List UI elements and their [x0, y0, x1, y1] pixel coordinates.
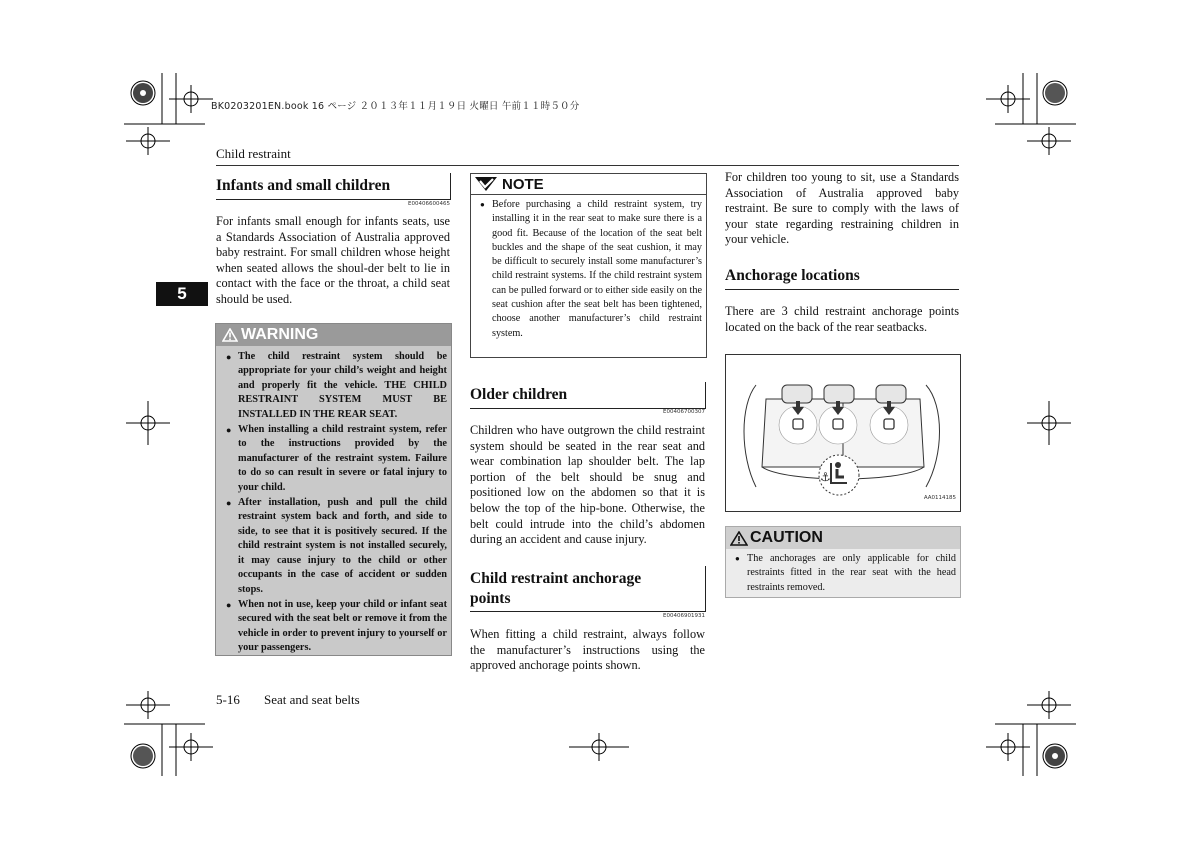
- warning-triangle-icon: [222, 328, 238, 342]
- warning-list: [216, 346, 451, 663]
- chapter-tab: 5: [156, 282, 208, 306]
- list-item: ● After installation, push and pull the child restraint system back and forth, and side to side, to see that it is positively secured. If the child restraint system is not installed securely, it may cause injury to the child or other occupants in the case of accident or sudden stops.: [220, 496, 447, 597]
- older-code: E00406700307: [663, 409, 705, 415]
- warning-box: [215, 323, 452, 656]
- infants-heading: Infants and small children: [216, 177, 391, 194]
- locations-heading: Anchorage locations: [725, 267, 860, 284]
- anchorage-heading-line1: Child restraint anchorage: [470, 570, 642, 587]
- note-list: [471, 195, 706, 345]
- print-info: BK0203201EN.book 16 ページ ２０１３年１１月１９日 火曜日 午前１１時５０分: [211, 101, 580, 112]
- older-heading-box: [470, 382, 706, 409]
- anchorage-figure: [725, 354, 961, 512]
- figure-code: AA0114185: [923, 495, 956, 501]
- older-paragraph: Children who have outgrown the child restraint system should be seated in the rear seat and wear combination lap shoulder belt. The lap portion of the belt should be snug and positioned low on the abdomen so that it is below the top of the hip-bone. Otherwise, the belt could intrude into the child’s abdomen during an accident and cause injury.: [470, 423, 705, 547]
- col3-intro-paragraph: For children too young to sit, use a Standards Association of Australia approved baby restraint. Be sure to comply with the laws of your state regarding restraining children in your vehicle.: [725, 170, 959, 247]
- list-item: ● The child restraint system should be appropriate for your child’s weight and height and properly fit the vehicle. THE CHILD RESTRAINT SYSTEM MUST BE INSTALLED IN THE REAR SEAT.: [220, 350, 447, 422]
- caution-triangle-icon: [730, 531, 748, 546]
- warning-title: [216, 324, 451, 346]
- caution-box: [725, 526, 961, 598]
- list-item: ● When not in use, keep your child or infant seat secured with the seat belt or remove it from the vehicle in order to prevent injury to yourself or your passengers.: [220, 598, 447, 656]
- svg-text:⚓: ⚓: [820, 470, 831, 484]
- note-title: [471, 174, 706, 195]
- infants-heading-box: [216, 173, 451, 200]
- note-check-icon: [474, 176, 498, 192]
- header-rule: [216, 165, 959, 166]
- infants-code: E00406600465: [408, 201, 450, 207]
- page-number: 5-16: [216, 692, 240, 707]
- list-item: ● When installing a child restraint system, refer to the instructions provided by the manufacturer of the restraint system. Failure to do so can result in severe or fatal injury to your child.: [220, 423, 447, 495]
- warning-title-label: WARNING: [241, 326, 319, 343]
- caution-title-label: CAUTION: [750, 529, 823, 546]
- caution-title: [726, 527, 960, 549]
- anchorage-paragraph: When fitting a child restraint, always follow the manufacturer’s instructions using the approved anchorage points shown.: [470, 627, 705, 673]
- anchorage-code: E00406901931: [663, 613, 705, 619]
- locations-heading-box: [725, 264, 959, 290]
- rear-seat-illustration: [726, 355, 960, 511]
- older-heading: Older children: [470, 386, 568, 403]
- caution-list: [726, 549, 960, 599]
- locations-paragraph: There are 3 child restraint anchorage points located on the back of the rear seatbacks.: [725, 304, 959, 334]
- list-item: ● Before purchasing a child restraint system, try installing it in the rear seat to make sure there is a good fit. Because of the location of the seat belt buckles and the shape of the seat cushion, it may be difficult to securely install some manufacturer’s child restraint systems. If the child restraint system can be pulled forward or to either side easily on the seat cushion after the seat belt has been tightened, choose another manufacturer’s child restraint system.: [475, 198, 702, 341]
- section-header: Child restraint: [216, 146, 291, 161]
- list-item: ● The anchorages are only applicable for child restraints fitted in the rear seat with the head restraints removed.: [730, 552, 956, 595]
- footer-title: Seat and seat belts: [264, 692, 360, 707]
- note-title-label: NOTE: [502, 175, 544, 193]
- anchorage-heading-box: [470, 566, 706, 612]
- anchorage-heading-line2: points: [470, 590, 511, 607]
- infants-paragraph: For infants small enough for infants seats, use a Standards Association of Australia approved baby restraint. For small children whose height when seated allows the shoul-der belt to lie in contact with the face or the throat, a child seat should be used.: [216, 214, 450, 306]
- note-box: [470, 173, 707, 358]
